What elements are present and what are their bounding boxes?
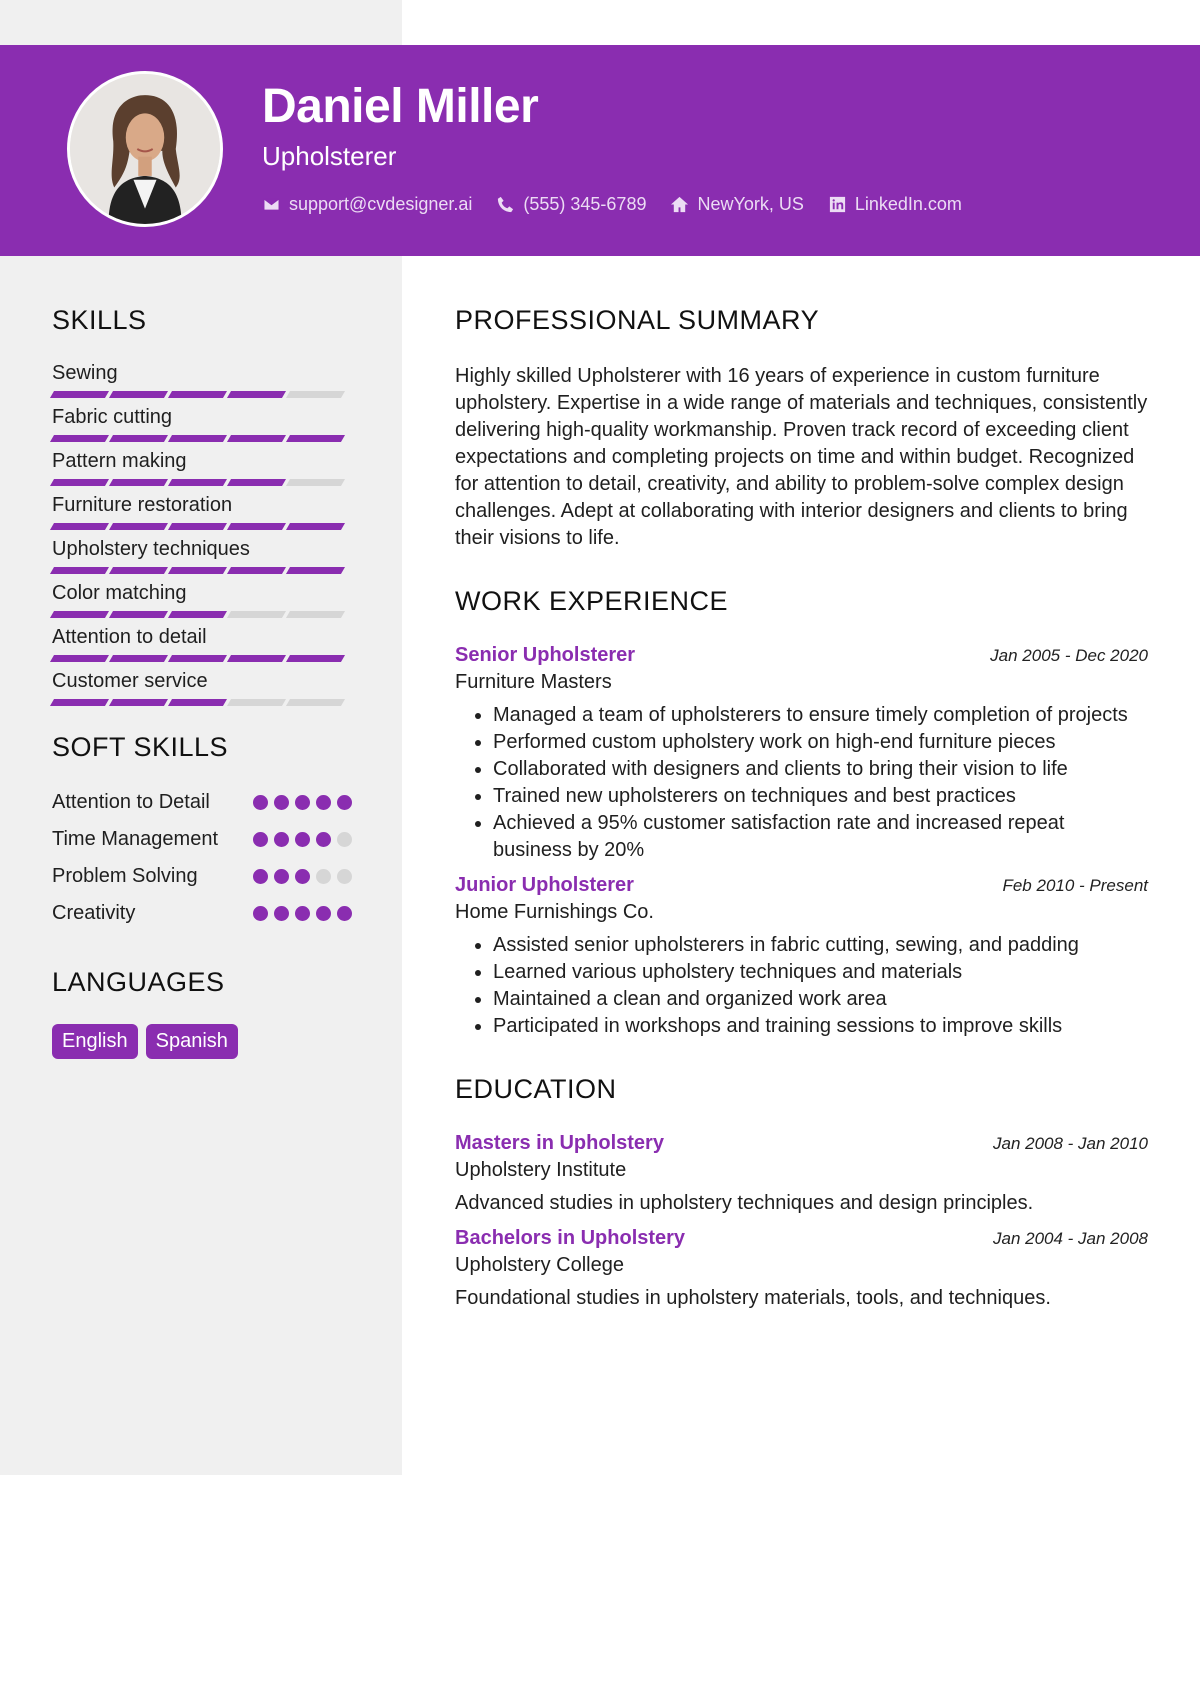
soft-skill-item	[52, 900, 352, 927]
job-bullets	[455, 932, 1148, 1040]
soft-skill-dots	[253, 832, 352, 847]
skill-name: Attention to detail	[52, 626, 207, 648]
skill-level-bar	[52, 611, 352, 618]
level-dot	[295, 906, 310, 921]
level-segment	[168, 435, 227, 442]
contact-linkedin[interactable]	[828, 194, 962, 215]
job-bullet: • Collaborated with designers and clients to bring their vision to life	[493, 756, 1148, 783]
level-dot	[295, 832, 310, 847]
level-dot	[295, 795, 310, 810]
soft-skill-name: Time Management	[52, 828, 218, 850]
skills-list	[52, 362, 352, 706]
job-bullet: • Participated in workshops and training sessions to improve skills	[493, 1013, 1148, 1040]
job-bullet: • Achieved a 95% customer satisfaction rate and increased repeat business by 20%	[493, 810, 1148, 864]
soft-skill-name: Creativity	[52, 902, 136, 924]
level-segment	[286, 655, 345, 662]
email-icon	[262, 195, 281, 214]
level-segment	[227, 699, 286, 706]
level-dot	[253, 832, 268, 847]
level-dot	[337, 795, 352, 810]
level-segment	[286, 567, 345, 574]
level-segment	[227, 655, 286, 662]
linkedin-icon	[828, 195, 847, 214]
soft-skill-dots	[253, 869, 352, 884]
education-entry	[455, 1132, 1148, 1215]
job-bullet: • Learned various upholstery techniques and materials	[493, 959, 1148, 986]
level-segment	[168, 567, 227, 574]
skill-level-bar	[52, 567, 352, 574]
degree-name: Bachelors in Upholstery	[455, 1227, 686, 1249]
level-segment	[168, 479, 227, 486]
job-bullet: • Performed custom upholstery work on high-end furniture pieces	[493, 729, 1148, 756]
level-segment	[109, 567, 168, 574]
job-bullet: • Maintained a clean and organized work area	[493, 986, 1148, 1013]
job-entry	[455, 644, 1148, 864]
skill-level-bar	[52, 391, 352, 398]
education-header	[455, 1132, 1148, 1155]
soft-skill-item	[52, 826, 352, 853]
contact-bar	[262, 194, 962, 215]
level-dot	[274, 906, 289, 921]
level-segment	[227, 567, 286, 574]
job-bullet: • Assisted senior upholsterers in fabric cutting, sewing, and padding	[493, 932, 1148, 959]
degree-name: Masters in Upholstery	[455, 1132, 664, 1154]
contact-phone[interactable]	[496, 194, 646, 215]
level-segment	[50, 567, 109, 574]
job-header	[455, 874, 1148, 897]
soft-skill-item	[52, 789, 352, 816]
education-dates: Jan 2004 - Jan 2008	[992, 1229, 1148, 1248]
soft-skills-heading: SOFT SKILLS	[52, 732, 229, 762]
skill-name: Pattern making	[52, 450, 187, 472]
level-dot	[253, 795, 268, 810]
summary-heading: PROFESSIONAL SUMMARY	[455, 305, 820, 335]
job-company: Home Furnishings Co.	[455, 901, 654, 923]
soft-skills-list	[52, 789, 352, 927]
phone-text: (555) 345-6789	[523, 194, 647, 214]
education-entry	[455, 1227, 1148, 1310]
level-dot	[316, 869, 331, 884]
level-dot	[316, 795, 331, 810]
job-entry	[455, 874, 1148, 1040]
level-segment	[286, 699, 345, 706]
education-description: Advanced studies in upholstery techniques and design principles.	[455, 1192, 1034, 1214]
education-description: Foundational studies in upholstery materials, tools, and techniques.	[455, 1287, 1051, 1309]
phone-icon	[496, 195, 515, 214]
skill-level-bar	[52, 655, 352, 662]
level-segment	[168, 391, 227, 398]
level-dot	[316, 906, 331, 921]
skill-item	[52, 494, 352, 530]
job-bullet: • Managed a team of upholsterers to ensure timely completion of projects	[493, 702, 1148, 729]
job-bullet: • Trained new upholsterers on techniques and best practices	[493, 783, 1148, 810]
education-dates: Jan 2008 - Jan 2010	[992, 1134, 1148, 1153]
level-segment	[168, 699, 227, 706]
email-text: support@cvdesigner.ai	[289, 194, 473, 214]
level-segment	[109, 435, 168, 442]
profile-photo	[67, 71, 223, 227]
job-dates: Jan 2005 - Dec 2020	[990, 646, 1148, 665]
school-name: Upholstery College	[455, 1254, 624, 1276]
level-dot	[295, 869, 310, 884]
level-segment	[286, 523, 345, 530]
skill-name: Color matching	[52, 582, 187, 604]
level-segment	[227, 611, 286, 618]
language-tag: Spanish	[146, 1024, 238, 1059]
level-segment	[109, 611, 168, 618]
skill-name: Furniture restoration	[52, 494, 233, 516]
level-segment	[50, 699, 109, 706]
job-company: Furniture Masters	[455, 671, 612, 693]
linkedin-text: LinkedIn.com	[854, 194, 962, 214]
level-segment	[50, 479, 109, 486]
soft-skill-dots	[253, 795, 352, 810]
skill-name: Customer service	[52, 670, 208, 692]
soft-skill-name: Problem Solving	[52, 865, 198, 887]
level-segment	[168, 523, 227, 530]
level-segment	[109, 699, 168, 706]
level-segment	[227, 523, 286, 530]
level-segment	[109, 391, 168, 398]
level-dot	[274, 795, 289, 810]
skill-level-bar	[52, 523, 352, 530]
level-segment	[227, 391, 286, 398]
candidate-name: Daniel Miller	[262, 80, 539, 133]
education-header	[455, 1227, 1148, 1250]
level-segment	[50, 655, 109, 662]
skill-name: Upholstery techniques	[52, 538, 250, 560]
skills-heading: SKILLS	[52, 305, 147, 335]
school-name: Upholstery Institute	[455, 1159, 627, 1181]
job-role: Junior Upholsterer	[455, 874, 634, 896]
level-segment	[168, 655, 227, 662]
job-role: Senior Upholsterer	[455, 644, 636, 666]
languages-list	[52, 1024, 352, 1059]
skill-level-bar	[52, 479, 352, 486]
level-segment	[286, 611, 345, 618]
job-dates: Feb 2010 - Present	[1002, 876, 1148, 895]
job-title: Upholsterer	[262, 141, 397, 171]
level-segment	[50, 435, 109, 442]
skill-item	[52, 538, 352, 574]
job-bullets	[455, 702, 1148, 864]
soft-skill-item	[52, 863, 352, 890]
left-column	[52, 305, 352, 1059]
level-dot	[253, 869, 268, 884]
skill-level-bar	[52, 699, 352, 706]
level-segment	[109, 655, 168, 662]
experience-heading: WORK EXPERIENCE	[455, 586, 729, 616]
level-dot	[337, 832, 352, 847]
languages-heading: LANGUAGES	[52, 967, 225, 997]
soft-skill-name: Attention to Detail	[52, 791, 210, 813]
skill-item	[52, 626, 352, 662]
level-segment	[50, 391, 109, 398]
level-dot	[274, 832, 289, 847]
level-dot	[253, 906, 268, 921]
main-column	[455, 305, 1148, 1310]
education-heading: EDUCATION	[455, 1074, 617, 1104]
level-dot	[337, 906, 352, 921]
level-dot	[337, 869, 352, 884]
skill-name: Fabric cutting	[52, 406, 173, 428]
header-banner	[0, 45, 1200, 256]
contact-location	[670, 194, 803, 215]
skill-name: Sewing	[52, 362, 118, 384]
level-segment	[227, 479, 286, 486]
skill-item	[52, 362, 352, 398]
level-segment	[109, 479, 168, 486]
soft-skill-dots	[253, 906, 352, 921]
language-tag: English	[52, 1024, 138, 1059]
contact-email[interactable]	[262, 194, 472, 215]
skill-item	[52, 582, 352, 618]
job-header	[455, 644, 1148, 667]
home-icon	[670, 195, 689, 214]
level-segment	[286, 435, 345, 442]
skill-item	[52, 450, 352, 486]
skill-item	[52, 670, 352, 706]
level-segment	[227, 435, 286, 442]
level-segment	[50, 611, 109, 618]
summary-text: Highly skilled Upholsterer with 16 years of experience in custom furniture upholstery. Expertise in a wide range of materials and techniques, consistently delivering high-quality workmanship. Proven track record of exceeding client expectations and completing projects on time and within budget. Recognized for attention to detail, creativity, and ability to problem-solve complex design challenges. Adept at collaborating with interior designers and clients to bring their visions to life.	[455, 365, 1148, 549]
location-text: NewYork, US	[697, 194, 804, 214]
level-segment	[286, 391, 345, 398]
level-segment	[286, 479, 345, 486]
level-segment	[109, 523, 168, 530]
skill-item	[52, 406, 352, 442]
level-segment	[50, 523, 109, 530]
level-segment	[168, 611, 227, 618]
level-dot	[274, 869, 289, 884]
avatar-illustration	[70, 74, 220, 224]
skill-level-bar	[52, 435, 352, 442]
level-dot	[316, 832, 331, 847]
